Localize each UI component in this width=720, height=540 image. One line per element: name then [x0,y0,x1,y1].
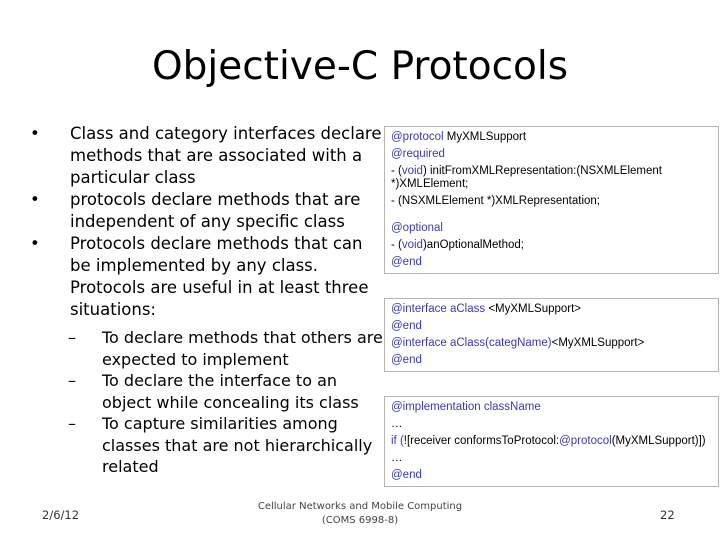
code-line: @end [391,320,422,332]
code-text: <MyXMLSupport> [551,337,645,349]
code-keyword: void [401,239,423,251]
code-line: … [391,452,403,464]
code-line [391,301,712,318]
code-line: … [391,418,403,430]
code-keyword: @protocol [559,435,612,447]
sub-bullet-dash: – [68,328,76,347]
implementation-code [384,396,719,487]
code-keyword: @interface aClass(categName) [391,337,552,349]
sub-bullet-dash: – [68,371,76,390]
code-line: - (NSXMLElement *)XMLRepresentation; [391,195,600,207]
sub-bullet-text: To declare methods that others are expected to implement [102,328,383,369]
sub-bullet-item [68,327,383,370]
footer-course-code: (COMS 6998-8) [321,515,399,526]
footer-course-name: Cellular Networks and Mobile Computing [257,501,463,512]
code-text: )anOptionalMethod; [422,239,524,251]
code-line: @end [391,256,422,268]
interface-adoption-code [384,298,719,372]
code-line [391,129,712,146]
bullet-list [28,123,383,478]
slide-title: Objective-C Protocols [151,44,569,89]
bullet-item [28,123,383,189]
code-text: - ( [391,165,402,177]
sub-bullet-text: To capture similarities among classes that are not hierarchically related [102,414,373,476]
code-keyword: if ( [391,435,404,447]
bullet-text: Class and category interfaces declare methods that are associated with a particular class [70,124,382,187]
code-line: @required [391,148,445,160]
footer-date: 2/6/12 [42,508,80,522]
code-text: MyXMLSupport [446,131,527,143]
bullet-item [28,189,383,233]
code-text: ) initFromXMLRepresentation:(NSXMLElement *)XMLElement; [391,165,662,190]
protocol-declaration-code [384,126,719,274]
code-line: @end [391,469,422,481]
sub-bullet-item [68,413,383,478]
code-text: ![receiver conformsToProtocol: [403,435,560,447]
code-keyword: @interface aClass [391,303,489,315]
code-text: - ( [391,239,402,251]
code-line: @optional [391,222,443,234]
bullet-text: protocols declare methods that are independent of any specific class [70,190,361,231]
sub-bullet-item [68,370,383,413]
code-keyword: @protocol [391,131,447,143]
code-line [391,335,712,352]
sub-bullet-text: To declare the interface to an object while concealing its class [102,371,359,412]
code-text: (MyXMLSupport)]) [611,435,706,447]
bullet-dot: • [30,124,40,143]
code-keyword: void [401,165,423,177]
code-line [391,433,712,450]
footer-course [230,500,490,528]
bullet-item [28,233,383,321]
bullet-dot: • [30,190,40,209]
sub-bullet-dash: – [68,414,76,433]
sub-bullet-list [68,327,383,478]
bullet-text: Protocols declare methods that can be implemented by any class. Protocols are useful in at least three situations: [70,234,369,319]
code-line: @implementation className [391,401,541,413]
page-number: 22 [660,508,675,522]
bullet-dot: • [30,234,40,253]
code-line [391,163,712,193]
code-line [391,237,712,254]
code-text: <MyXMLSupport> [488,303,582,315]
code-line: @end [391,354,422,366]
